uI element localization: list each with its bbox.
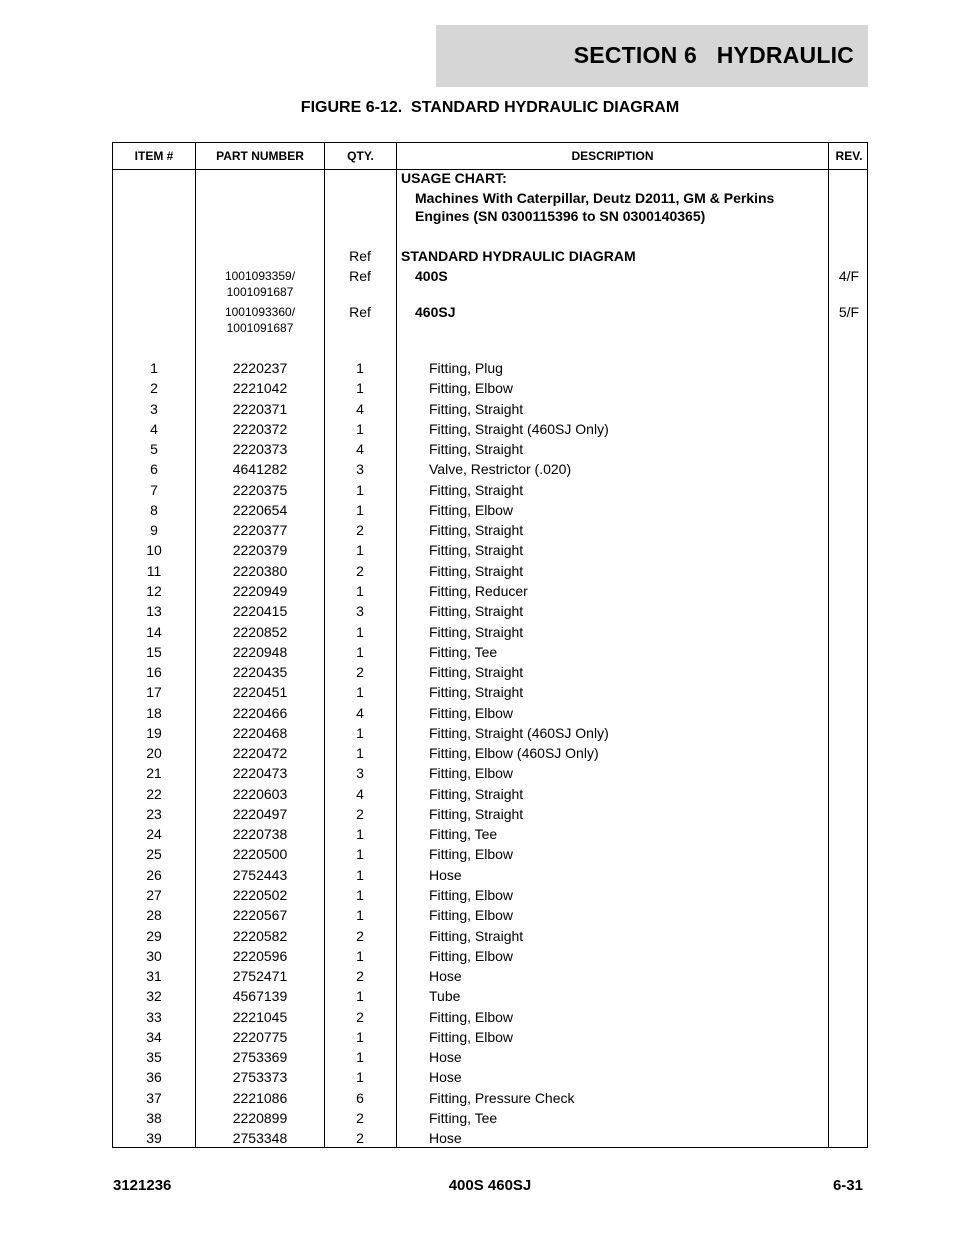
- item-number: 12: [146, 582, 162, 599]
- quantity: 2: [356, 522, 364, 539]
- part-number: 2220567: [232, 907, 288, 924]
- item-number: 20: [146, 745, 162, 762]
- part-number: 2753373: [232, 1069, 288, 1086]
- item-number: 33: [146, 1008, 162, 1025]
- quantity: 1: [356, 988, 364, 1005]
- part-number: 2220654: [232, 501, 288, 518]
- column-header-description: DESCRIPTION: [571, 149, 654, 163]
- item-number: 34: [146, 1028, 162, 1045]
- description: Fitting, Elbow (460SJ Only): [429, 745, 599, 762]
- variant-part-number: 1001093360/: [224, 305, 296, 319]
- description: Fitting, Reducer: [429, 582, 528, 599]
- description: Fitting, Elbow: [429, 887, 514, 904]
- quantity: 1: [356, 1028, 364, 1045]
- quantity: 1: [356, 846, 364, 863]
- variant-rev: 4/F: [838, 268, 860, 284]
- part-number: 2220371: [232, 400, 288, 417]
- item-number: 25: [146, 846, 162, 863]
- description: Fitting, Elbow: [429, 846, 514, 863]
- quantity: 1: [356, 542, 364, 559]
- item-number: 14: [146, 623, 162, 640]
- part-number: 2220415: [232, 603, 288, 620]
- part-number: 2220596: [232, 947, 288, 964]
- quantity: 1: [356, 1069, 364, 1086]
- part-number: 2220899: [232, 1109, 288, 1126]
- description: Fitting, Tee: [429, 1109, 498, 1126]
- usage-chart-line: Machines With Caterpillar, Deutz D2011, GM & Perkins: [415, 190, 775, 206]
- quantity: 3: [356, 603, 364, 620]
- quantity: 2: [356, 664, 364, 681]
- description: Fitting, Elbow: [429, 380, 514, 397]
- description: Hose: [429, 1130, 462, 1147]
- description: Fitting, Elbow: [429, 704, 514, 721]
- part-number: 2220582: [232, 927, 288, 944]
- item-number: 15: [146, 643, 162, 660]
- description: Hose: [429, 1069, 462, 1086]
- quantity: 2: [356, 805, 364, 822]
- quantity: 2: [356, 1109, 364, 1126]
- item-number: 17: [146, 684, 162, 701]
- part-number: 2220948: [232, 643, 288, 660]
- part-number: 2753369: [232, 1049, 288, 1066]
- description: Fitting, Elbow: [429, 501, 514, 518]
- description: Tube: [429, 988, 461, 1005]
- item-number: 35: [146, 1049, 162, 1066]
- quantity: 6: [356, 1089, 364, 1106]
- description: Fitting, Straight: [429, 684, 524, 701]
- footer-doc-number: 3121236: [113, 1177, 172, 1194]
- usage-chart-line: Engines (SN 0300115396 to SN 0300140365): [415, 208, 706, 224]
- description: Fitting, Straight: [429, 664, 524, 681]
- quantity: 1: [356, 623, 364, 640]
- description: Fitting, Plug: [429, 360, 503, 376]
- item-number: 6: [150, 461, 158, 478]
- part-number: 2220738: [232, 826, 288, 843]
- item-number: 32: [146, 988, 162, 1005]
- part-number: 4567139: [232, 988, 288, 1005]
- footer-page-number: 6-31: [832, 1177, 863, 1194]
- item-number: 22: [146, 785, 162, 802]
- description: Fitting, Elbow: [429, 1028, 514, 1045]
- variant-qty: Ref: [349, 268, 371, 284]
- variant-qty: Ref: [349, 304, 371, 320]
- item-number: 24: [146, 826, 162, 843]
- item-number: 28: [146, 907, 162, 924]
- quantity: 1: [356, 481, 364, 498]
- description: Fitting, Straight (460SJ Only): [429, 724, 609, 741]
- item-number: 27: [146, 887, 162, 904]
- description: Fitting, Tee: [429, 643, 498, 660]
- quantity: 3: [356, 765, 364, 782]
- description: Fitting, Straight: [429, 785, 524, 802]
- part-number: 2220603: [232, 785, 288, 802]
- description: Fitting, Straight: [429, 441, 524, 458]
- quantity: 1: [356, 582, 364, 599]
- part-number: 2220377: [232, 522, 288, 539]
- item-number: 9: [150, 522, 158, 539]
- quantity: 1: [356, 360, 364, 376]
- item-number: 16: [146, 664, 162, 681]
- item-number: 39: [146, 1130, 162, 1147]
- part-number: 2220435: [232, 664, 288, 681]
- quantity: 1: [356, 420, 364, 437]
- column-divider: [828, 143, 829, 1147]
- description: Fitting, Elbow: [429, 1008, 514, 1025]
- parts-table: [112, 142, 868, 1148]
- column-divider: [396, 143, 397, 1147]
- quantity: 2: [356, 968, 364, 985]
- quantity: 1: [356, 887, 364, 904]
- usage-chart-label: USAGE CHART:: [401, 170, 507, 186]
- item-number: 21: [146, 765, 162, 782]
- part-number: 2220372: [232, 420, 288, 437]
- quantity: 1: [356, 826, 364, 843]
- column-header-part-number: PART NUMBER: [216, 149, 304, 163]
- part-number: 2752471: [232, 968, 288, 985]
- quantity: 2: [356, 927, 364, 944]
- part-number: 2220379: [232, 542, 288, 559]
- quantity: 1: [356, 724, 364, 741]
- description: Fitting, Straight: [429, 805, 524, 822]
- assembly-qty: Ref: [349, 248, 371, 264]
- quantity: 1: [356, 745, 364, 762]
- description: Fitting, Pressure Check: [429, 1089, 575, 1106]
- quantity: 2: [356, 1130, 364, 1147]
- variant-description: 460SJ: [415, 304, 456, 320]
- item-number: 11: [146, 562, 162, 579]
- description: Hose: [429, 866, 462, 883]
- part-number: 2221045: [232, 1008, 288, 1025]
- quantity: 1: [356, 684, 364, 701]
- part-number: 2220472: [232, 745, 288, 762]
- item-number: 3: [150, 400, 158, 417]
- item-number: 7: [150, 481, 158, 498]
- quantity: 2: [356, 1008, 364, 1025]
- variant-part-number: 1001091687: [226, 285, 294, 299]
- part-number: 2220497: [232, 805, 288, 822]
- column-header-qty: QTY.: [347, 149, 374, 163]
- quantity: 2: [356, 562, 364, 579]
- quantity: 4: [356, 785, 364, 802]
- description: Valve, Restrictor (.020): [429, 461, 572, 478]
- quantity: 4: [356, 400, 364, 417]
- part-number: 4641282: [232, 461, 288, 478]
- item-number: 31: [146, 968, 162, 985]
- item-number: 19: [146, 724, 162, 741]
- item-number: 1: [150, 360, 158, 376]
- part-number: 2220451: [232, 684, 288, 701]
- column-header-rev: REV.: [835, 149, 863, 163]
- description: Hose: [429, 1049, 462, 1066]
- part-number: 2220775: [232, 1028, 288, 1045]
- quantity: 1: [356, 866, 364, 883]
- footer-model: 400S 460SJ: [448, 1177, 532, 1194]
- item-number: 37: [146, 1089, 162, 1106]
- quantity: 1: [356, 907, 364, 924]
- description: Fitting, Elbow: [429, 947, 514, 964]
- description: Fitting, Straight: [429, 562, 524, 579]
- description: Fitting, Straight: [429, 542, 524, 559]
- item-number: 18: [146, 704, 162, 721]
- variant-part-number: 1001091687: [226, 321, 294, 335]
- part-number: 2220473: [232, 765, 288, 782]
- description: Fitting, Straight: [429, 400, 524, 417]
- part-number: 2220852: [232, 623, 288, 640]
- part-number: 2220949: [232, 582, 288, 599]
- item-number: 2: [150, 380, 158, 397]
- variant-description: 400S: [415, 268, 448, 284]
- item-number: 4: [150, 420, 158, 437]
- quantity: 1: [356, 947, 364, 964]
- quantity: 3: [356, 461, 364, 478]
- part-number: 2220380: [232, 562, 288, 579]
- variant-part-number: 1001093359/: [224, 269, 296, 283]
- item-number: 5: [150, 441, 158, 458]
- item-number: 8: [150, 501, 158, 518]
- description: Fitting, Elbow: [429, 907, 514, 924]
- variant-rev: 5/F: [838, 304, 860, 320]
- part-number: 2221042: [232, 380, 288, 397]
- assembly-description: STANDARD HYDRAULIC DIAGRAM: [401, 248, 636, 264]
- description: Fitting, Elbow: [429, 765, 514, 782]
- section-header: [436, 25, 868, 87]
- item-number: 26: [146, 866, 162, 883]
- quantity: 4: [356, 441, 364, 458]
- item-number: 10: [146, 542, 162, 559]
- part-number: 2220237: [232, 360, 288, 376]
- section-title: SECTION 6 HYDRAULIC: [573, 42, 854, 68]
- item-number: 13: [146, 603, 162, 620]
- description: Fitting, Straight: [429, 481, 524, 498]
- description: Hose: [429, 968, 462, 985]
- quantity: 1: [356, 501, 364, 518]
- quantity: 4: [356, 704, 364, 721]
- item-number: 29: [146, 927, 162, 944]
- part-number: 2220502: [232, 887, 288, 904]
- description: Fitting, Straight (460SJ Only): [429, 420, 609, 437]
- part-number: 2753348: [232, 1130, 288, 1147]
- quantity: 1: [356, 380, 364, 397]
- description: Fitting, Straight: [429, 623, 524, 640]
- description: Fitting, Tee: [429, 826, 498, 843]
- part-number: 2220373: [232, 441, 288, 458]
- description: Fitting, Straight: [429, 603, 524, 620]
- item-number: 36: [146, 1069, 162, 1086]
- part-number: 2220500: [232, 846, 288, 863]
- item-number: 38: [146, 1109, 162, 1126]
- part-number: 2220466: [232, 704, 288, 721]
- figure-title: FIGURE 6-12. STANDARD HYDRAULIC DIAGRAM: [300, 99, 680, 116]
- part-number: 2752443: [232, 866, 288, 883]
- part-number: 2220375: [232, 481, 288, 498]
- column-header-item: ITEM #: [134, 149, 174, 163]
- item-number: 23: [146, 805, 162, 822]
- part-number: 2220468: [232, 724, 288, 741]
- quantity: 1: [356, 1049, 364, 1066]
- description: Fitting, Straight: [429, 927, 524, 944]
- description: Fitting, Straight: [429, 522, 524, 539]
- item-number: 30: [146, 947, 162, 964]
- quantity: 1: [356, 643, 364, 660]
- part-number: 2221086: [232, 1089, 288, 1106]
